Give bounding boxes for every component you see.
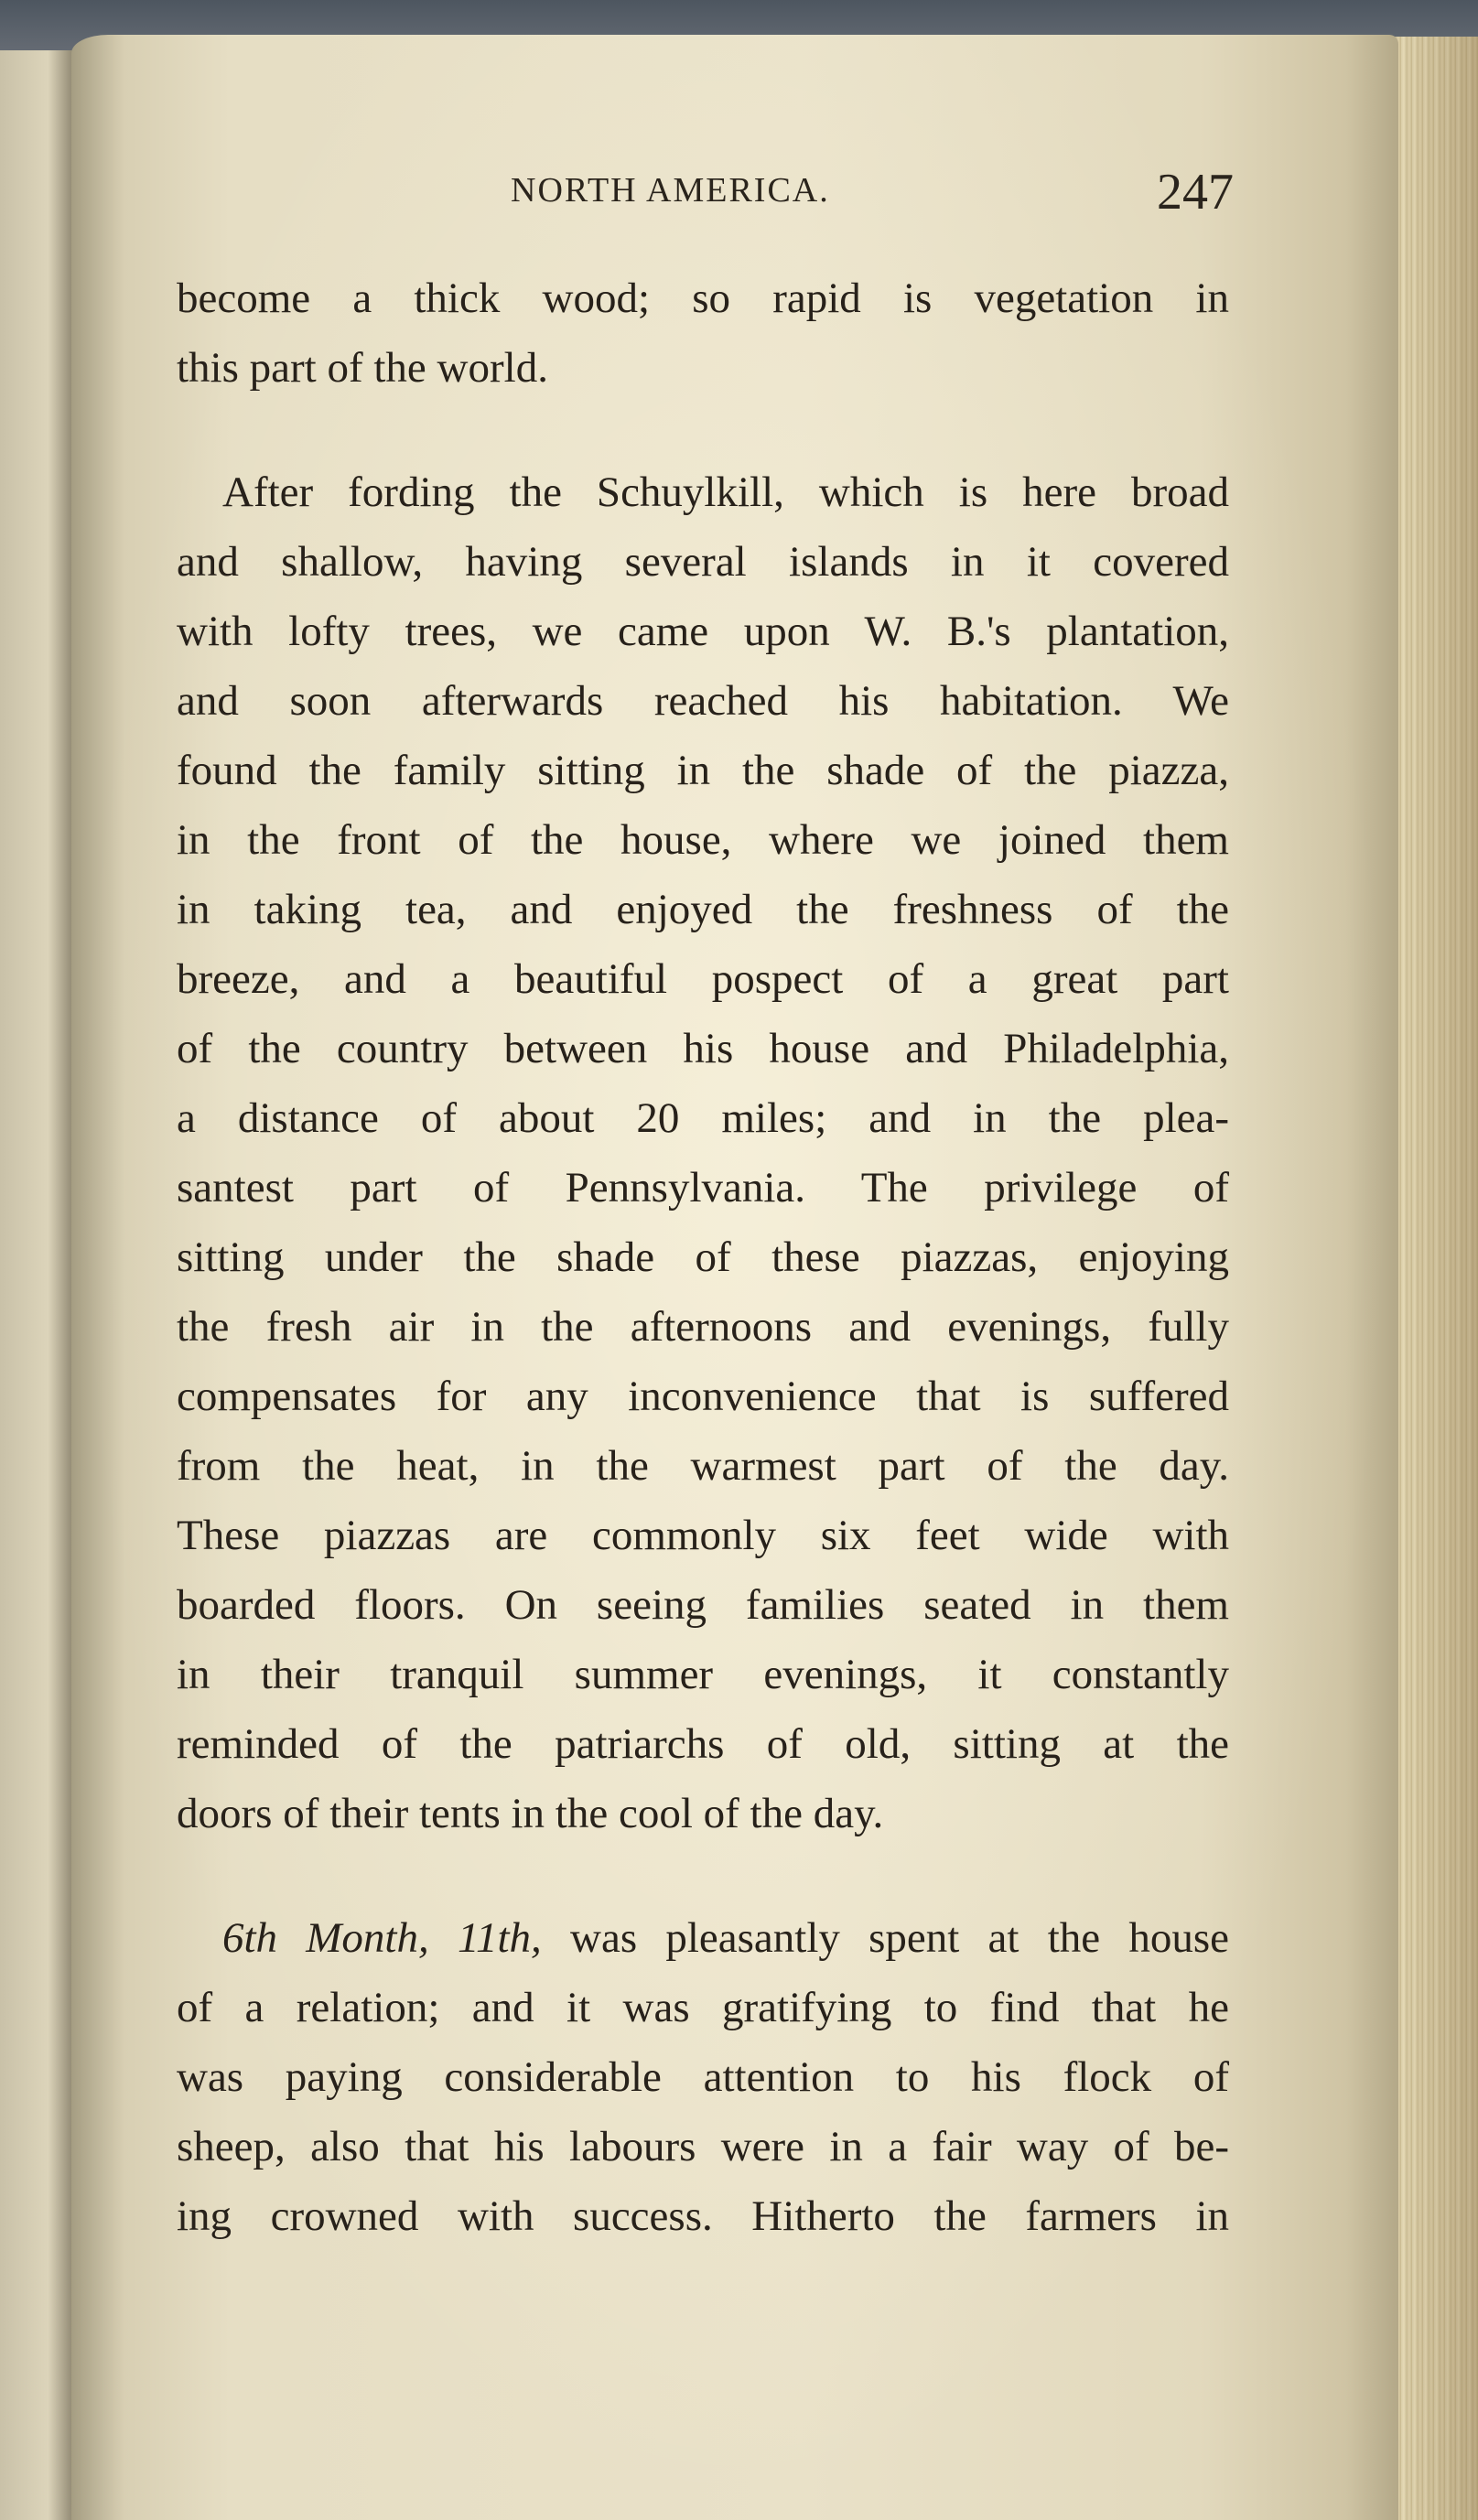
text-line: sitting under the shade of these piazzas, enjoying: [177, 1233, 1229, 1281]
text-line: found the family sitting in the shade of the piazza,: [177, 747, 1229, 794]
text-line: this part of the world.: [177, 344, 548, 392]
text-line: in their tranquil summer evenings, it constantly: [177, 1651, 1229, 1698]
paragraph-2: [177, 458, 1229, 1848]
text-line: of a relation; and it was gratifying to find that he: [177, 1984, 1229, 2031]
text-line: These piazzas are commonly six feet wide with: [177, 1512, 1229, 1559]
text-line: ing crowned with success. Hitherto the farmers in: [177, 2192, 1229, 2240]
paragraph-1: [177, 264, 1229, 403]
text-line: [177, 1903, 1229, 1973]
paragraph-3: [177, 1903, 1229, 2251]
page-number: 247: [1157, 164, 1234, 221]
text-line: sheep, also that his labours were in a fair way of be-: [177, 2123, 1229, 2170]
text-line: with lofty trees, we came upon W. B.'s plantation,: [177, 608, 1229, 655]
date-lead: 6th Month, 11th,: [222, 1914, 542, 1962]
text-line: After fording the Schuylkill, which is here broad: [222, 468, 1229, 516]
text-line: and shallow, having several islands in it covered: [177, 538, 1229, 586]
book-page: [71, 35, 1398, 2520]
text-line: reminded of the patriarchs of old, sitting at the: [177, 1720, 1229, 1768]
text-line-rest: was pleasantly spent at the house: [541, 1914, 1229, 1962]
text-line: santest part of Pennsylvania. The privilege of: [177, 1164, 1229, 1212]
text-line: compensates for any inconvenience that is suffered: [177, 1373, 1229, 1420]
text-line: the fresh air in the afternoons and evenings, fully: [177, 1303, 1229, 1351]
text-line: in taking tea, and enjoyed the freshness of the: [177, 886, 1229, 933]
text-line: was paying considerable attention to his flock of: [177, 2053, 1229, 2101]
text-line: doors of their tents in the cool of the day.: [177, 1790, 884, 1837]
text-line: and soon afterwards reached his habitation. We: [177, 677, 1229, 725]
text-line: a distance of about 20 miles; and in the plea-: [177, 1094, 1229, 1142]
text-line: in the front of the house, where we joined them: [177, 816, 1229, 864]
text-line: from the heat, in the warmest part of the day.: [177, 1442, 1229, 1490]
text-line: of the country between his house and Philadelphia,: [177, 1025, 1229, 1072]
text-line: become a thick wood; so rapid is vegetation in: [177, 275, 1229, 322]
text-line: breeze, and a beautiful pospect of a great part: [177, 955, 1229, 1003]
page-text: [177, 264, 1229, 2251]
text-line: boarded floors. On seeing families seated in them: [177, 1581, 1229, 1629]
running-title: NORTH AMERICA.: [511, 171, 830, 210]
